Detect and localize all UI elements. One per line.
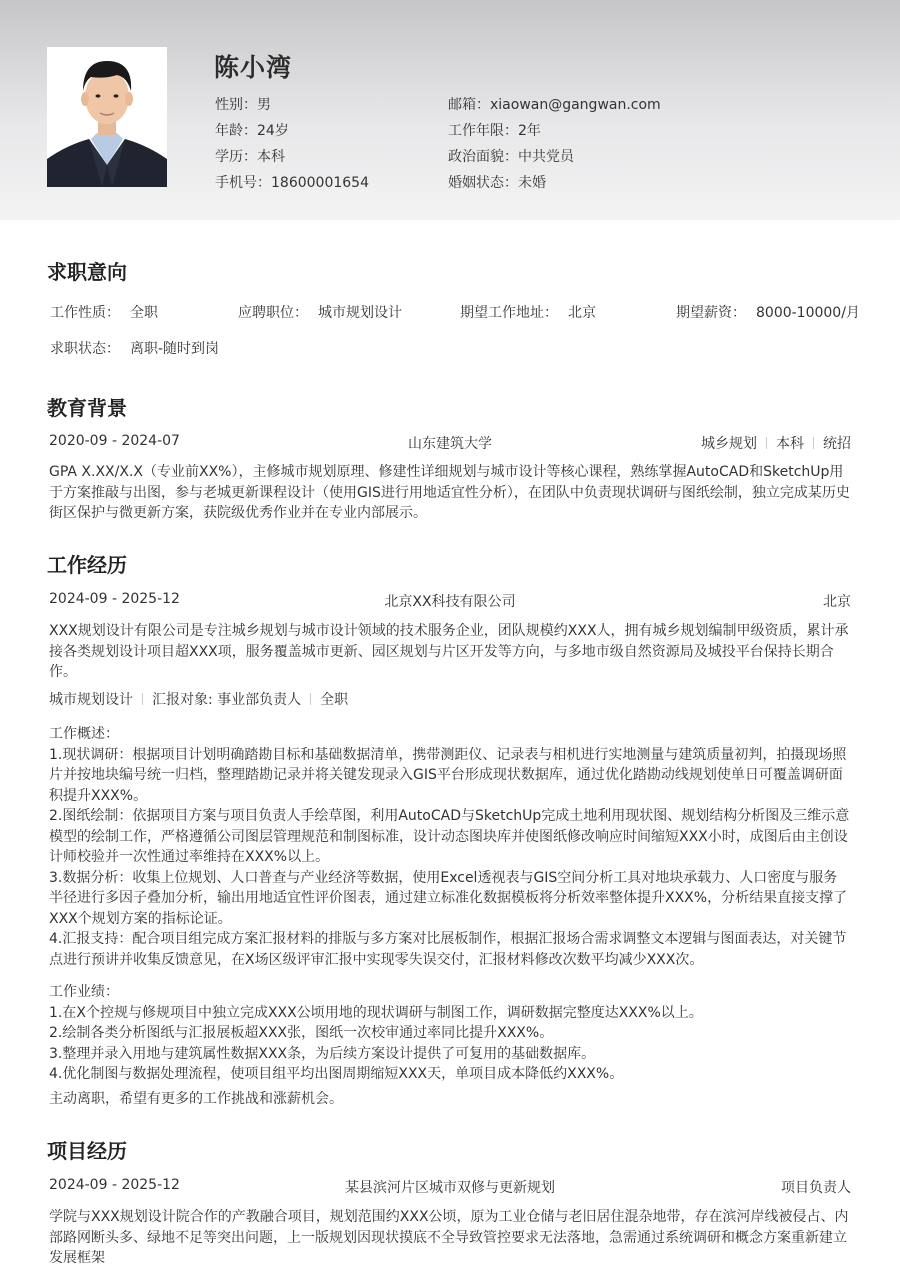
work-report-to: 汇报对象: 事业部负责人 xyxy=(152,692,302,708)
education-period: 2020-09 - 2024-07 xyxy=(49,433,180,449)
profile-photo xyxy=(47,47,167,187)
work-tags xyxy=(49,689,851,709)
work-role: 城市规划设计 xyxy=(49,692,133,708)
education-school: 山东建筑大学 xyxy=(408,436,492,452)
work-overview xyxy=(49,724,851,970)
achievement-item: 4.优化制图与数据处理流程，使项目组平均出图周期缩短XXX天，单项目成本降低约XXX%。 xyxy=(49,1066,624,1082)
intent-field-salary xyxy=(676,302,860,322)
work-achievements xyxy=(49,982,851,1085)
project-name: 某县滨河片区城市双修与更新规划 xyxy=(345,1180,555,1196)
education-row xyxy=(49,433,851,453)
field-value: 全职 xyxy=(130,305,158,321)
intent-field-position xyxy=(238,302,402,322)
resume-header xyxy=(0,0,900,220)
intent-field-job-type xyxy=(50,302,158,322)
degree-info: 学历：本科 xyxy=(215,149,285,165)
work-type: 全职 xyxy=(320,692,349,708)
section-title-project: 项目经历 xyxy=(47,1139,127,1163)
portrait-image xyxy=(47,47,167,187)
field-label: 求职状态： xyxy=(50,341,120,357)
work-row xyxy=(49,591,851,611)
field-value: 离职-随时到岗 xyxy=(130,341,220,357)
field-label: 应聘职位： xyxy=(238,305,308,321)
marital-status-info: 婚姻状态：未婚 xyxy=(448,175,546,191)
achievement-item: 3.整理并录入用地与建筑属性数据XXX条，为后续方案设计提供了可复用的基础数据库。 xyxy=(49,1045,596,1062)
achievement-item: 1.在X个控规与修规项目中独立完成XXX公顷用地的现状调研与制图工作，调研数据完整度达XXX%以上。 xyxy=(49,1004,703,1021)
candidate-name: 陈小湾 xyxy=(214,53,293,82)
field-label: 期望薪资： xyxy=(676,305,746,321)
work-years-info: 工作年限：2年 xyxy=(448,123,541,139)
section-title-work: 工作经历 xyxy=(47,553,127,577)
section-title-education: 教育背景 xyxy=(47,396,127,420)
intent-field-location xyxy=(460,302,596,322)
field-label: 工作性质： xyxy=(50,305,120,321)
project-row xyxy=(49,1177,851,1197)
overview-title: 工作概述： xyxy=(49,726,119,742)
work-period: 2024-09 - 2025-12 xyxy=(49,591,180,607)
leave-reason: 主动离职，希望有更多的工作挑战和涨薪机会。 xyxy=(49,1091,343,1107)
education-major: 城乡规划 xyxy=(701,436,757,452)
field-label: 期望工作地址： xyxy=(460,305,558,321)
achievements-title: 工作业绩： xyxy=(49,984,119,1000)
work-company: 北京XX科技有限公司 xyxy=(384,594,516,610)
project-role: 项目负责人 xyxy=(781,1180,851,1196)
email-info: 邮箱：xiaowan@gangwan.com xyxy=(448,97,661,113)
field-value: 8000-10000/月 xyxy=(756,305,860,321)
overview-item: 2.图纸绘制：依据项目方案与项目负责人手绘草图，利用AutoCAD与SketchUp完成土地利用现状图、规划结构分析图及三维示意模型的绘制工作，严格遵循公司图层管理规范和制图标准，设计动态图块库并使图纸修改响应时间缩短XXX小时，成图后由主创设计师校验并一次性通过率维持在XXX%以上。 xyxy=(49,808,850,865)
education-description: GPA X.XX/X.X（专业前XX%），主修城市规划原理、修建性详细规划与城市设计等核心课程，熟练掌握AutoCAD和SketchUp用于方案推敲与出图，参与老城更新课程设计（使用GIS进行用地适宜性分析），在团队中负责现状调研与图纸绘制，独立完成某历史街区保护与微更新方案，获院级优秀作业并在专业内部展示。 xyxy=(49,464,850,521)
overview-item: 4.汇报支持：配合项目组完成方案汇报材料的排版与多方案对比展板制作，根据汇报场合需求调整文本逻辑与图面表达，对关键节点进行预讲并收集反馈意见，在X场区级评审汇报中实现零失误交付，汇报材料修改次数平均减少XXX次。 xyxy=(49,931,847,968)
section-title-intent: 求职意向 xyxy=(47,260,127,284)
achievement-item: 2.绘制各类分析图纸与汇报展板超XXX张，图纸一次校审通过率同比提升XXX%。 xyxy=(49,1025,554,1041)
political-status-info: 政治面貌：中共党员 xyxy=(448,149,574,165)
field-value: 城市规划设计 xyxy=(318,305,402,321)
intent-field-status xyxy=(50,338,219,358)
gender-info: 性别：男 xyxy=(215,97,271,113)
company-intro: XXX规划设计有限公司是专注城乡规划与城市设计领域的技术服务企业，团队规模约XXX人，拥有城乡规划编制甲级资质，累计承接各类规划设计项目超XXX项，服务覆盖城市更新、园区规划与片区开发等方向，与多地市级自然资源局及城投平台保持长期合作。 xyxy=(49,623,849,680)
overview-item: 3.数据分析：收集上位规划、人口普查与产业经济等数据，使用Excel透视表与GIS空间分析工具对地块承载力、人口密度与服务半径进行多因子叠加分析，输出用地适宜性评价图表，通过建立标准化数据模板将分析效率整体提升XXX%，分析结果直接支撑了XXX个规划方案的指标论证。 xyxy=(49,869,848,927)
education-degree: 本科 xyxy=(776,436,804,452)
work-location: 北京 xyxy=(823,594,851,610)
field-value: 北京 xyxy=(568,305,596,321)
age-info: 年龄：24岁 xyxy=(215,123,289,139)
education-tags xyxy=(701,433,851,453)
project-period: 2024-09 - 2025-12 xyxy=(49,1177,180,1193)
phone-info: 手机号：18600001654 xyxy=(215,175,369,191)
project-description: 学院与XXX规划设计院合作的产教融合项目，规划范围约XXX公顷，原为工业仓储与老旧居住混杂地带，存在滨河岸线被侵占、内部路网断头多、绿地不足等突出问题，上一版规划因现状摸底不全导致管控要求无法落地，急需通过系统调研和概念方案重新建立发展框架 xyxy=(49,1209,849,1266)
education-enrollment: 统招 xyxy=(823,436,851,452)
overview-item: 1.现状调研：根据项目计划明确踏勘目标和基础数据清单，携带测距仪、记录表与相机进行实地测量与建筑质量初判，拍摄现场照片并按地块编号统一归档，整理踏勘记录并将关键发现录入GIS平台形成现状数据库，通过优化踏勘动线规划使单日可覆盖调研面积提升XXX%。 xyxy=(49,746,847,804)
